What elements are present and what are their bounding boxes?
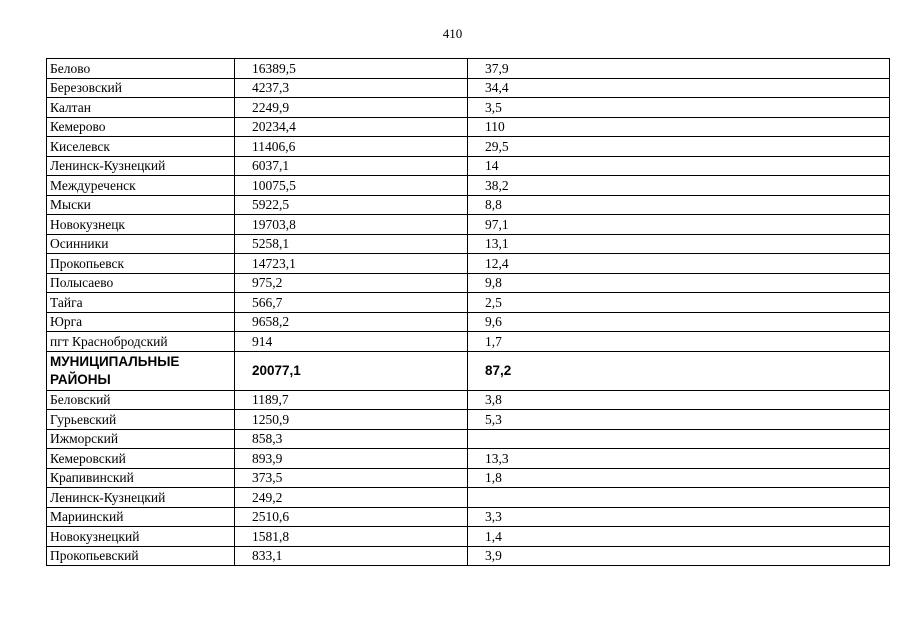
section-percent: 87,2 — [468, 351, 890, 390]
row-value: 914 — [235, 332, 468, 352]
row-percent — [468, 488, 890, 508]
row-percent: 8,8 — [468, 195, 890, 215]
row-percent: 1,8 — [468, 468, 890, 488]
row-value: 2510,6 — [235, 507, 468, 527]
row-value: 20234,4 — [235, 117, 468, 137]
row-name: Ленинск-Кузнецкий — [47, 156, 235, 176]
row-percent: 29,5 — [468, 137, 890, 157]
row-percent: 3,9 — [468, 546, 890, 566]
row-name: Юрга — [47, 312, 235, 332]
row-value: 9658,2 — [235, 312, 468, 332]
row-percent: 9,8 — [468, 273, 890, 293]
row-name: Прокопьевск — [47, 254, 235, 274]
row-name: Прокопьевский — [47, 546, 235, 566]
row-percent: 37,9 — [468, 59, 890, 79]
table-row — [47, 488, 890, 508]
row-value: 373,5 — [235, 468, 468, 488]
row-name: Тайга — [47, 293, 235, 313]
row-name: Кемеровский — [47, 449, 235, 469]
row-value: 1581,8 — [235, 527, 468, 547]
row-percent: 12,4 — [468, 254, 890, 274]
row-value: 14723,1 — [235, 254, 468, 274]
row-value: 4237,3 — [235, 78, 468, 98]
row-name: Калтан — [47, 98, 235, 118]
table-row — [47, 546, 890, 566]
table-row — [47, 468, 890, 488]
row-percent: 5,3 — [468, 410, 890, 430]
row-percent: 14 — [468, 156, 890, 176]
row-value: 5922,5 — [235, 195, 468, 215]
table-row — [47, 507, 890, 527]
table-row — [47, 449, 890, 469]
row-value: 566,7 — [235, 293, 468, 313]
table-row — [47, 527, 890, 547]
table-row — [47, 332, 890, 352]
row-value: 1189,7 — [235, 390, 468, 410]
row-value: 5258,1 — [235, 234, 468, 254]
row-name: Новокузнецк — [47, 215, 235, 235]
table-row — [47, 98, 890, 118]
table-row — [47, 59, 890, 79]
row-name: Кемерово — [47, 117, 235, 137]
row-value: 6037,1 — [235, 156, 468, 176]
row-percent: 13,1 — [468, 234, 890, 254]
row-name: Мариинский — [47, 507, 235, 527]
table-row — [47, 273, 890, 293]
table-row — [47, 195, 890, 215]
data-table — [46, 58, 890, 566]
table-row — [47, 137, 890, 157]
row-name: Осинники — [47, 234, 235, 254]
table-row — [47, 410, 890, 430]
row-name: Березовский — [47, 78, 235, 98]
row-value: 249,2 — [235, 488, 468, 508]
row-name: Белово — [47, 59, 235, 79]
row-name: Гурьевский — [47, 410, 235, 430]
table-row — [47, 254, 890, 274]
section-row — [47, 351, 890, 390]
table-row — [47, 176, 890, 196]
row-value: 16389,5 — [235, 59, 468, 79]
row-percent: 3,5 — [468, 98, 890, 118]
row-name: Киселевск — [47, 137, 235, 157]
table-row — [47, 234, 890, 254]
row-value: 10075,5 — [235, 176, 468, 196]
table-row — [47, 312, 890, 332]
row-percent: 110 — [468, 117, 890, 137]
table-row — [47, 78, 890, 98]
row-percent: 1,7 — [468, 332, 890, 352]
row-percent: 97,1 — [468, 215, 890, 235]
row-name: Междуреченск — [47, 176, 235, 196]
table-row — [47, 390, 890, 410]
row-value: 858,3 — [235, 429, 468, 449]
row-name: Беловский — [47, 390, 235, 410]
row-percent: 34,4 — [468, 78, 890, 98]
row-percent: 13,3 — [468, 449, 890, 469]
row-name: Ленинск-Кузнецкий — [47, 488, 235, 508]
row-percent: 38,2 — [468, 176, 890, 196]
row-percent: 9,6 — [468, 312, 890, 332]
row-name: Полысаево — [47, 273, 235, 293]
row-percent: 3,3 — [468, 507, 890, 527]
table-row — [47, 156, 890, 176]
row-value: 833,1 — [235, 546, 468, 566]
page-number: 410 — [442, 26, 463, 41]
table-row — [47, 117, 890, 137]
row-value: 1250,9 — [235, 410, 468, 430]
section-name: МУНИЦИПАЛЬНЫЕ РАЙОНЫ — [47, 351, 235, 390]
row-value: 893,9 — [235, 449, 468, 469]
row-name: Мыски — [47, 195, 235, 215]
section-value: 20077,1 — [235, 351, 468, 390]
table-row — [47, 215, 890, 235]
table-row — [47, 429, 890, 449]
row-percent: 1,4 — [468, 527, 890, 547]
row-percent: 3,8 — [468, 390, 890, 410]
row-name: Новокузнецкий — [47, 527, 235, 547]
row-value: 2249,9 — [235, 98, 468, 118]
row-percent — [468, 429, 890, 449]
row-name: пгт Краснобродский — [47, 332, 235, 352]
row-name: Ижморский — [47, 429, 235, 449]
row-value: 975,2 — [235, 273, 468, 293]
row-value: 11406,6 — [235, 137, 468, 157]
row-value: 19703,8 — [235, 215, 468, 235]
row-percent: 2,5 — [468, 293, 890, 313]
row-name: Крапивинский — [47, 468, 235, 488]
table-row — [47, 293, 890, 313]
